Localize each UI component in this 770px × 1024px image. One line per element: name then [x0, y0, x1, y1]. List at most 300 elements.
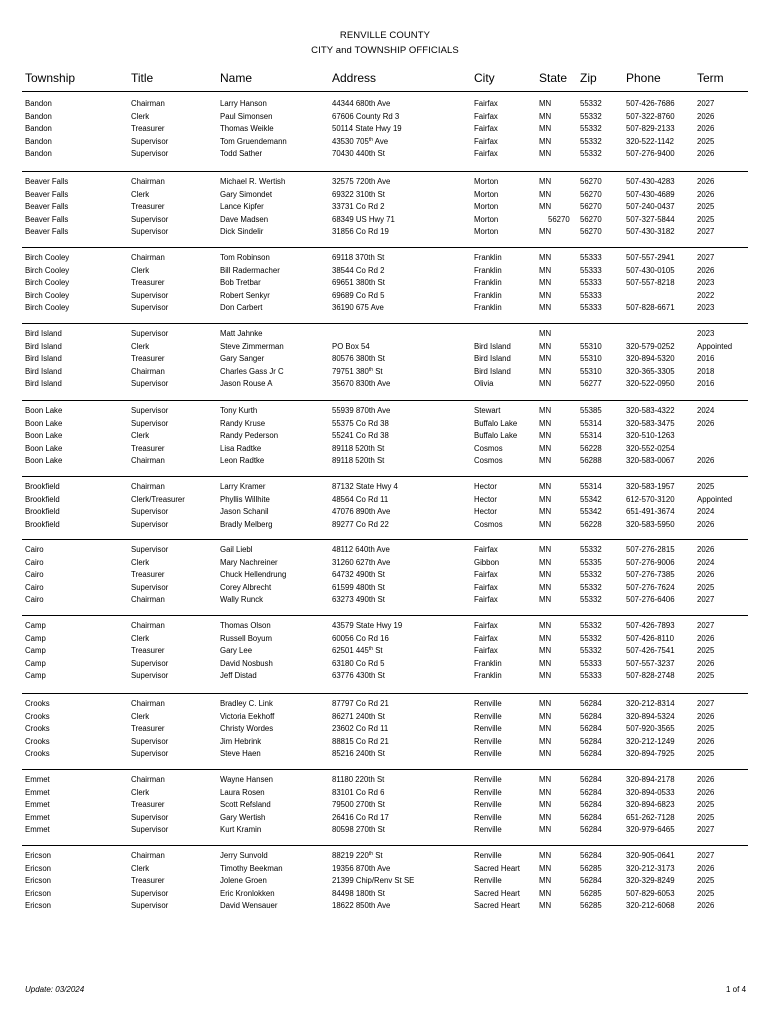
township-cell: Cairo — [25, 582, 44, 592]
state-cell: MN — [539, 901, 552, 910]
address-cell: 89277 Co Rd 22 — [332, 519, 389, 529]
city-cell: Hector — [474, 494, 497, 504]
title-cell: Supervisor — [131, 736, 169, 746]
city-cell: Fairfax — [474, 621, 498, 630]
address-cell: 35670 830th Ave — [332, 379, 391, 388]
state-cell: MN — [539, 863, 552, 873]
phone-cell: 320-510-1263 — [626, 431, 675, 440]
title-cell: Supervisor — [131, 658, 169, 668]
title-cell: Clerk — [131, 711, 150, 721]
table-row — [0, 900, 770, 912]
term-cell: 2016 — [697, 354, 715, 363]
zip-cell: 55332 — [580, 99, 602, 108]
township-cell: Camp — [25, 633, 46, 643]
state-cell: MN — [539, 671, 552, 680]
phone-cell: 320-212-8314 — [626, 699, 675, 708]
zip-cell: 55333 — [580, 303, 602, 312]
ordinal-suffix: th — [368, 136, 374, 143]
address-number: 79751 380 — [332, 366, 369, 376]
address-cell: 69651 380th St — [332, 278, 385, 287]
state-cell: MN — [539, 646, 552, 655]
township-cell: Ericson — [25, 901, 51, 910]
ordinal-suffix: th — [368, 851, 374, 857]
title-cell: Treasurer — [131, 202, 165, 211]
title-cell: Supervisor — [131, 888, 169, 898]
name-cell: Jerry Sunvold — [220, 851, 268, 860]
term-cell: 2026 — [697, 189, 715, 199]
term-cell: 2025 — [697, 800, 715, 809]
name-cell: Corey Albrecht — [220, 582, 272, 592]
term-cell: 2024 — [697, 507, 715, 516]
name-cell: Tony Kurth — [220, 406, 258, 415]
zip-cell: 55385 — [580, 406, 602, 415]
zip-cell: 56284 — [580, 825, 602, 834]
name-cell: Leon Radtke — [220, 456, 265, 465]
state-cell: MN — [539, 431, 552, 440]
title-cell: Supervisor — [131, 406, 169, 415]
table-row — [0, 824, 770, 836]
name-cell: David Wensauer — [220, 901, 278, 910]
address-number: 88219 220 — [332, 851, 369, 860]
township-cell: Crooks — [25, 724, 50, 733]
state-cell: MN — [539, 724, 552, 733]
title-cell: Clerk — [131, 787, 150, 797]
address-cell: 43579 State Hwy 19 — [332, 621, 403, 630]
phone-cell: 320-905-0641 — [626, 851, 675, 860]
term-cell: 2027 — [697, 227, 715, 236]
term-cell: 2027 — [697, 621, 715, 630]
title-cell: Supervisor — [131, 812, 169, 822]
term-cell: 2025 — [697, 671, 715, 680]
table-row — [0, 405, 770, 417]
address-cell: 31856 Co Rd 19 — [332, 227, 389, 236]
city-cell: Bird Island — [474, 341, 511, 351]
term-cell: 2027 — [697, 851, 715, 860]
title-cell: Supervisor — [131, 303, 169, 312]
address-cell: 69689 Co Rd 5 — [332, 290, 385, 300]
state-cell: MN — [539, 202, 552, 211]
address-cell: 63776 430th St — [332, 671, 385, 680]
state-cell: MN — [539, 595, 552, 604]
zip-cell: 55333 — [580, 265, 602, 275]
table-row — [0, 201, 770, 213]
name-cell: Larry Hanson — [220, 99, 267, 108]
name-cell: Eric Kronlokken — [220, 888, 275, 898]
address-cell: 33731 Co Rd 2 — [332, 202, 385, 211]
state-cell: MN — [539, 278, 552, 287]
title-cell: Treasurer — [131, 800, 165, 809]
township-cell: Birch Cooley — [25, 278, 70, 287]
name-cell: Thomas Weikle — [220, 124, 274, 133]
township-cell: Bird Island — [25, 329, 62, 338]
table-row — [0, 111, 770, 123]
city-cell: Sacred Heart — [474, 901, 520, 910]
zip-cell: 55332 — [580, 570, 602, 579]
header-zip: Zip — [580, 71, 597, 85]
zip-cell: 56270 — [580, 177, 602, 186]
address-suffix: Ave — [373, 136, 389, 146]
phone-cell: 507-426-7893 — [626, 621, 675, 630]
zip-cell: 56228 — [580, 519, 602, 529]
city-cell: Sacred Heart — [474, 888, 520, 898]
phone-cell: 651-491-3674 — [626, 507, 675, 516]
address-cell: 64732 490th St — [332, 570, 385, 579]
township-cell: Ericson — [25, 851, 51, 860]
term-cell: 2026 — [697, 633, 715, 643]
address-cell: PO Box 54 — [332, 341, 370, 351]
zip-cell: 55310 — [580, 341, 602, 351]
state-cell: MN — [539, 124, 552, 133]
address-cell: 23602 Co Rd 11 — [332, 724, 389, 733]
address-cell: 70430 440th St — [332, 149, 385, 158]
phone-cell: 507-557-3237 — [626, 658, 675, 668]
table-row — [0, 148, 770, 160]
address-cell: 32575 720th Ave — [332, 177, 391, 186]
document-subtitle: CITY and TOWNSHIP OFFICIALS — [311, 45, 459, 56]
city-cell: Franklin — [474, 278, 502, 287]
phone-cell: 320-583-4322 — [626, 406, 675, 415]
township-cell: Cairo — [25, 557, 44, 567]
name-cell: Jim Hebrink — [220, 736, 262, 746]
township-cell: Crooks — [25, 699, 50, 708]
city-cell: Franklin — [474, 253, 502, 262]
table-row — [0, 353, 770, 365]
phone-cell: 320-894-5324 — [626, 711, 675, 721]
title-cell: Treasurer — [131, 278, 165, 287]
term-cell: 2026 — [697, 901, 715, 910]
city-cell: Renville — [474, 749, 502, 758]
name-cell: Laura Rosen — [220, 787, 265, 797]
zip-cell: 56270 — [580, 202, 602, 211]
city-cell: Renville — [474, 736, 502, 746]
extra-zip-cell: 56270 — [548, 214, 570, 224]
address-cell: 89118 520th St — [332, 456, 385, 465]
title-cell: Clerk/Treasurer — [131, 494, 185, 504]
address-number: 62501 445 — [332, 646, 369, 655]
township-cell: Bird Island — [25, 341, 62, 351]
title-cell: Treasurer — [131, 354, 165, 363]
title-cell: Chairman — [131, 99, 165, 108]
title-cell: Supervisor — [131, 418, 169, 428]
zip-cell: 55314 — [580, 482, 602, 491]
term-cell: 2025 — [697, 482, 715, 491]
table-row — [0, 799, 770, 811]
table-row — [0, 341, 770, 353]
name-cell: Jason Schanil — [220, 507, 269, 516]
name-cell: Bradley C. Link — [220, 699, 273, 708]
phone-cell: 320-583-5950 — [626, 519, 675, 529]
table-row — [0, 620, 770, 632]
term-cell: 2018 — [697, 366, 715, 376]
address-cell: 88815 Co Rd 21 — [332, 736, 389, 746]
address-cell: 69322 310th St — [332, 189, 385, 199]
city-cell: Fairfax — [474, 545, 498, 554]
zip-cell: 56284 — [580, 787, 602, 797]
state-cell: MN — [539, 825, 552, 834]
address-cell: 87797 Co Rd 21 — [332, 699, 389, 708]
state-cell: MN — [539, 876, 552, 885]
city-cell: Franklin — [474, 290, 502, 300]
city-cell: Fairfax — [474, 111, 498, 121]
city-cell: Fairfax — [474, 149, 498, 158]
phone-cell: 507-828-6671 — [626, 303, 675, 312]
title-cell: Clerk — [131, 189, 150, 199]
zip-cell: 56285 — [580, 888, 602, 898]
name-cell: Lisa Radtke — [220, 443, 262, 453]
zip-cell: 55342 — [580, 507, 602, 516]
title-cell: Treasurer — [131, 443, 165, 453]
term-cell: 2026 — [697, 456, 715, 465]
zip-cell: 55332 — [580, 136, 602, 146]
state-cell: MN — [539, 443, 552, 453]
address-cell — [332, 366, 383, 378]
address-cell: 31260 627th Ave — [332, 557, 391, 567]
table-row — [0, 582, 770, 594]
term-cell: 2016 — [697, 379, 715, 388]
address-cell: 48564 Co Rd 11 — [332, 494, 389, 504]
city-cell: Fairfax — [474, 570, 498, 579]
name-cell: Phyllis Willhite — [220, 494, 270, 504]
city-cell: Renville — [474, 787, 502, 797]
title-cell: Supervisor — [131, 582, 169, 592]
zip-cell: 56284 — [580, 736, 602, 746]
term-cell: 2026 — [697, 149, 715, 158]
table-row — [0, 418, 770, 430]
table-row — [0, 633, 770, 645]
zip-cell: 56284 — [580, 724, 602, 733]
zip-cell: 55342 — [580, 494, 602, 504]
title-cell: Clerk — [131, 265, 150, 275]
township-cell: Camp — [25, 646, 46, 655]
state-cell: MN — [539, 456, 552, 465]
state-cell: MN — [539, 354, 552, 363]
phone-cell: 320-583-1957 — [626, 482, 675, 491]
phone-cell: 507-276-2815 — [626, 545, 675, 554]
township-cell: Brookfield — [25, 494, 60, 504]
city-cell: Buffalo Lake — [474, 431, 518, 440]
state-cell: MN — [539, 406, 552, 415]
table-row — [0, 711, 770, 723]
title-cell: Supervisor — [131, 545, 169, 554]
zip-cell: 55314 — [580, 418, 602, 428]
state-cell: MN — [539, 519, 552, 529]
table-row — [0, 455, 770, 467]
address-cell — [332, 645, 383, 657]
title-cell: Supervisor — [131, 825, 169, 834]
table-row — [0, 787, 770, 799]
name-cell: Bradly Melberg — [220, 519, 273, 529]
zip-cell: 56270 — [580, 227, 602, 236]
address-cell: 50114 State Hwy 19 — [332, 124, 402, 133]
state-cell: MN — [539, 329, 552, 338]
group-separator — [22, 171, 748, 172]
township-cell: Birch Cooley — [25, 290, 70, 300]
name-cell: Todd Sather — [220, 149, 263, 158]
table-row — [0, 557, 770, 569]
phone-cell: 507-920-3565 — [626, 724, 675, 733]
table-row — [0, 494, 770, 506]
zip-cell: 56284 — [580, 876, 602, 885]
address-cell — [332, 850, 383, 862]
name-cell: Bill Radermacher — [220, 265, 280, 275]
header-phone: Phone — [626, 71, 661, 85]
phone-cell: 507-426-7686 — [626, 99, 675, 108]
name-cell: Michael R. Wertish — [220, 177, 286, 186]
city-cell: Hector — [474, 482, 497, 491]
phone-cell: 320-552-0254 — [626, 443, 675, 453]
township-cell: Beaver Falls — [25, 214, 69, 224]
state-cell: MN — [539, 136, 552, 146]
phone-cell: 507-828-2748 — [626, 671, 675, 680]
township-cell: Bandon — [25, 111, 52, 121]
phone-cell: 320-894-5320 — [626, 354, 675, 363]
name-cell: Gary Lee — [220, 646, 253, 655]
state-cell: MN — [539, 736, 552, 746]
zip-cell: 56284 — [580, 812, 602, 822]
table-row — [0, 252, 770, 264]
state-cell: MN — [539, 658, 552, 668]
township-cell: Brookfield — [25, 482, 60, 491]
address-cell: 63180 Co Rd 5 — [332, 658, 385, 668]
phone-cell: 320-212-6068 — [626, 901, 675, 910]
title-cell: Supervisor — [131, 379, 169, 388]
township-cell: Crooks — [25, 711, 50, 721]
table-row — [0, 136, 770, 148]
name-cell: Gail Liebl — [220, 545, 253, 554]
table-row — [0, 123, 770, 135]
city-cell: Morton — [474, 189, 499, 199]
address-cell: 55241 Co Rd 38 — [332, 431, 389, 440]
table-row — [0, 214, 770, 226]
header-term: Term — [697, 71, 724, 85]
title-cell: Chairman — [131, 456, 165, 465]
term-cell: 2026 — [697, 658, 715, 668]
name-cell: Tom Gruendemann — [220, 136, 287, 146]
address-cell: 55939 870th Ave — [332, 406, 391, 415]
term-cell: 2025 — [697, 582, 715, 592]
table-row — [0, 302, 770, 314]
name-cell: Timothy Beekman — [220, 863, 283, 873]
township-cell: Emmet — [25, 812, 50, 822]
term-cell: 2026 — [697, 711, 715, 721]
township-cell: Boon Lake — [25, 406, 63, 415]
township-cell: Birch Cooley — [25, 253, 70, 262]
name-cell: Kurt Kramin — [220, 825, 262, 834]
township-cell: Camp — [25, 671, 46, 680]
title-cell: Clerk — [131, 633, 150, 643]
table-row — [0, 98, 770, 110]
phone-cell: 320-212-1249 — [626, 736, 675, 746]
state-cell: MN — [539, 482, 552, 491]
group-separator — [22, 615, 748, 616]
city-cell: Renville — [474, 825, 502, 834]
city-cell: Franklin — [474, 671, 502, 680]
name-cell: Steve Haen — [220, 749, 261, 758]
township-cell: Crooks — [25, 749, 50, 758]
zip-cell: 55314 — [580, 431, 602, 440]
township-cell: Boon Lake — [25, 443, 63, 453]
phone-cell: 320-894-6823 — [626, 800, 675, 809]
phone-cell: 320-894-0533 — [626, 787, 675, 797]
zip-cell: 55333 — [580, 278, 602, 287]
zip-cell: 55333 — [580, 671, 602, 680]
title-cell: Supervisor — [131, 227, 169, 236]
state-cell: MN — [539, 418, 552, 428]
name-cell: Randy Kruse — [220, 418, 266, 428]
table-row — [0, 366, 770, 378]
name-cell: Wally Runck — [220, 595, 264, 604]
state-cell: MN — [539, 177, 552, 186]
table-row — [0, 645, 770, 657]
name-cell: Jason Rouse A — [220, 379, 273, 388]
title-cell: Chairman — [131, 253, 165, 262]
title-cell: Treasurer — [131, 570, 165, 579]
address-cell: 47076 890th Ave — [332, 507, 391, 516]
name-cell: Dave Madsen — [220, 214, 269, 224]
table-row — [0, 189, 770, 201]
township-cell: Ericson — [25, 888, 51, 898]
address-cell: 48112 640th Ave — [332, 545, 390, 554]
name-cell: Chuck Hellendrung — [220, 570, 287, 579]
term-cell: 2026 — [697, 545, 715, 554]
township-cell: Bandon — [25, 124, 52, 133]
address-cell: 26416 Co Rd 17 — [332, 812, 389, 822]
city-cell: Morton — [474, 177, 499, 186]
term-cell: 2027 — [697, 595, 715, 604]
township-cell: Bird Island — [25, 366, 62, 376]
title-cell: Clerk — [131, 557, 150, 567]
zip-cell: 56228 — [580, 443, 602, 453]
township-cell: Birch Cooley — [25, 265, 70, 275]
term-cell: 2025 — [697, 214, 715, 224]
phone-cell: 320-365-3305 — [626, 366, 675, 376]
state-cell: MN — [539, 787, 552, 797]
table-row — [0, 226, 770, 238]
header-city: City — [474, 71, 495, 85]
phone-cell: 507-430-4689 — [626, 189, 675, 199]
table-row — [0, 328, 770, 340]
zip-cell: 56284 — [580, 800, 602, 809]
title-cell: Chairman — [131, 621, 165, 630]
township-cell: Camp — [25, 621, 46, 630]
name-cell: Christy Wordes — [220, 724, 274, 733]
table-row — [0, 443, 770, 455]
township-cell: Beaver Falls — [25, 177, 69, 186]
header-address: Address — [332, 71, 377, 85]
table-row — [0, 594, 770, 606]
table-row — [0, 481, 770, 493]
address-cell: 80576 380th St — [332, 354, 385, 363]
city-cell: Renville — [474, 851, 502, 860]
state-cell: MN — [539, 189, 552, 199]
city-cell: Renville — [474, 800, 502, 809]
term-cell: 2026 — [697, 418, 715, 428]
term-cell: 2027 — [697, 253, 715, 262]
header-township: Township — [25, 71, 76, 85]
city-cell: Cosmos — [474, 519, 503, 529]
ordinal-suffix: th — [368, 646, 374, 652]
city-cell: Cosmos — [474, 456, 503, 465]
name-cell: Bob Tretbar — [220, 278, 261, 287]
table-row — [0, 875, 770, 887]
city-cell: Renville — [474, 812, 502, 822]
city-cell: Renville — [474, 711, 502, 721]
name-cell: Dick Sindelir — [220, 227, 264, 236]
state-cell: MN — [539, 888, 552, 898]
name-cell: Tom Robinson — [220, 253, 270, 262]
table-row — [0, 506, 770, 518]
phone-cell: 507-276-6406 — [626, 595, 675, 604]
